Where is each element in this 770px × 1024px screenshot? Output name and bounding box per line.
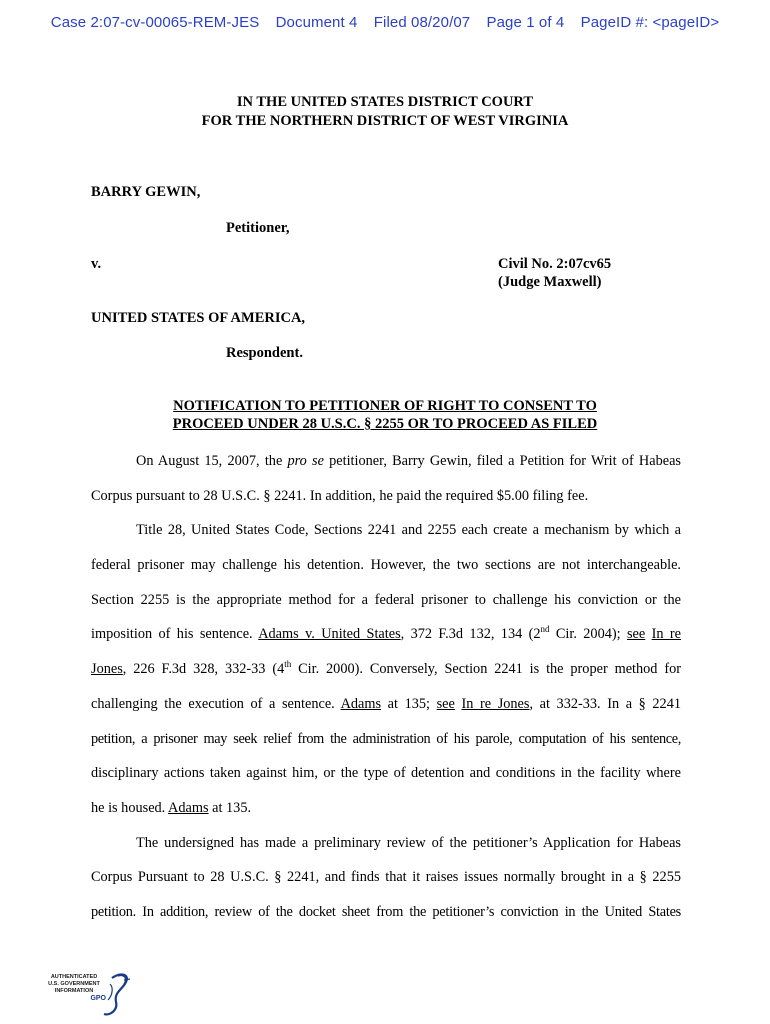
body-line: The undersigned has made a preliminary review of the petitioner’s Application for Habeas	[136, 834, 681, 851]
page-id: PageID #: <pageID>	[580, 14, 720, 31]
body-line: Corpus Pursuant to 28 U.S.C. § 2241, and finds that it raises issues normally brought in a § 2255	[91, 869, 681, 886]
body-line: he is housed. Adams at 135.	[91, 799, 252, 816]
gpo-authentication-seal	[40, 970, 140, 1018]
body-line: petition, a prisoner may seek relief from the administration of his parole, computation of his sentence,	[91, 730, 681, 747]
see-signal: see	[436, 695, 455, 712]
page-number: Page 1 of 4	[486, 14, 565, 31]
body-line: disciplinary actions taken against him, or the type of detention and conditions in the facility where	[91, 765, 681, 782]
document-title-line-2: PROCEED UNDER 28 U.S.C. § 2255 OR TO PROCEED AS FILED	[172, 416, 598, 432]
body-line: On August 15, 2007, the pro se petitioner, Barry Gewin, filed a Petition for Writ of Habeas	[136, 453, 681, 469]
body-line: challenging the execution of a sentence. Adams at 135; see In re Jones, at 332-33. In a § 2241	[91, 695, 682, 712]
body-line: Title 28, United States Code, Sections 2241 and 2255 each create a mechanism by which a	[136, 522, 681, 539]
filed-date: Filed 08/20/07	[373, 14, 471, 31]
case-header	[0, 14, 770, 31]
case-citation: In re Jones	[461, 695, 530, 712]
see-signal: see	[626, 626, 646, 643]
court-name-line-2: FOR THE NORTHERN DISTRICT OF WEST VIRGINIA	[201, 113, 569, 129]
body-line: imposition of his sentence. Adams v. United States, 372 F.3d 132, 134 (2nd Cir. 2004); see In re	[91, 624, 681, 643]
petitioner-role: Petitioner,	[226, 220, 290, 236]
body-line: Section 2255 is the appropriate method for a federal prisoner to challenge his conviction or the	[91, 591, 681, 608]
body-text	[91, 451, 681, 937]
body-line: Corpus pursuant to 28 U.S.C. § 2241. In addition, he paid the required $5.00 filing fee.	[91, 487, 589, 504]
case-citation: Jones	[91, 661, 123, 678]
versus: v.	[91, 256, 102, 272]
respondent-name: UNITED STATES OF AMERICA,	[91, 310, 306, 326]
case-citation: In re	[651, 626, 681, 643]
document-title-line-1: NOTIFICATION TO PETITIONER OF RIGHT TO CONSENT TO	[173, 398, 597, 414]
body-line: federal prisoner may challenge his detention. However, the two sections are not interchangeable.	[91, 557, 681, 574]
document-number: Document 4	[275, 14, 358, 31]
body-line: petition. In addition, review of the docket sheet from the petitioner’s conviction in the United States	[91, 903, 681, 920]
seal-text: AUTHENTICATED U.S. GOVERNMENT INFORMATION GPO	[48, 974, 106, 1002]
respondent-role: Respondent.	[226, 345, 303, 361]
body-line: Jones, 226 F.3d 328, 332-33 (4th Cir. 2000). Conversely, Section 2241 is the proper method for	[91, 659, 681, 678]
petitioner-name: BARRY GEWIN,	[91, 184, 201, 200]
pro-se-italic: pro se	[287, 453, 324, 469]
case-citation: Adams	[340, 695, 382, 712]
case-number: Case 2:07-cv-00065-REM-JES	[50, 14, 260, 31]
eagle-icon	[40, 970, 140, 1018]
case-citation: Adams	[168, 799, 209, 816]
court-name-line-1: IN THE UNITED STATES DISTRICT COURT	[236, 94, 534, 110]
case-citation: Adams v. United States	[258, 626, 401, 643]
judge-name: (Judge Maxwell)	[498, 274, 602, 290]
civil-number: Civil No. 2:07cv65	[498, 256, 612, 272]
